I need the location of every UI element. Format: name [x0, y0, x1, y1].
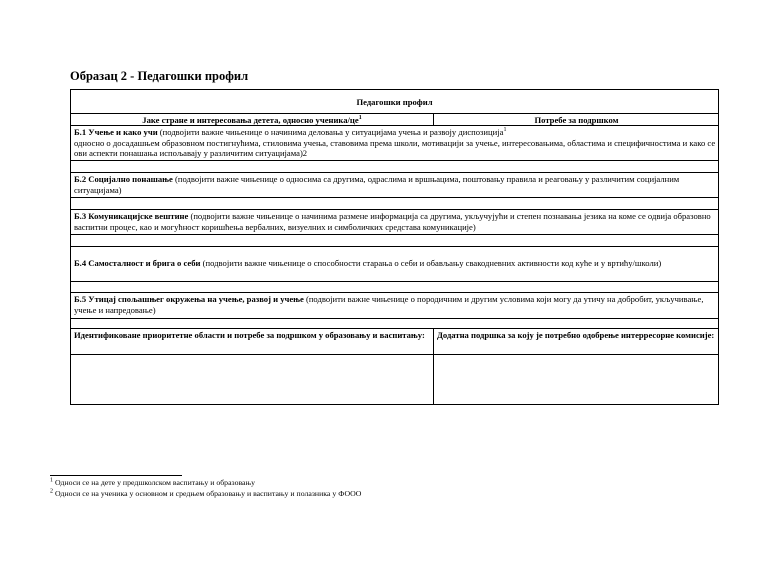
- col-support-header: Потребе за подршком: [534, 115, 619, 125]
- divider: [71, 113, 718, 114]
- divider: [71, 292, 718, 293]
- divider: [71, 209, 718, 210]
- section-b2-entry[interactable]: [71, 198, 718, 209]
- section-b1: Б.1 Учење и како учи (подвојити важне чињенице о начинима деловања у ситуацијама учења и развоју диспозиција$^1$ односно о досадашњем образовном постигнућима, стиловима учења, ставовима према школи, мотивацији за учење, интересовањима, областима и специфичностима и како се ови аспекти понашања испољавају у различитим ситуацијама)2: [74, 127, 716, 158]
- additional-support-label: Додатна подршка за коју је потребно одобрење интерресорне комисије:: [437, 330, 715, 340]
- footnote-2: $^2$ Односи се на ученика у основном и средњем образовању и васпитању и полазника у ФООО: [50, 488, 362, 498]
- section-b4: Б.4 Самосталност и брига о себи (подвојити важне чињенице о способности старања о себи и обављању свакодневних активности код куће и у вртићу/школи): [74, 258, 662, 268]
- divider: [433, 113, 434, 125]
- section-b2: Б.2 Социјално понашање (подвојити важне чињенице о односима са другима, одраслима и вршњацима, поштовању правила и реаговању у различитим социјалним ситуацијама): [74, 174, 680, 195]
- divider: [71, 328, 718, 329]
- section-b1-entry[interactable]: [71, 161, 718, 172]
- footnote-1: $^1$ Односи се на дете у предшколском васпитању и образовању: [50, 477, 256, 487]
- divider: [71, 246, 718, 247]
- pedagogical-profile-form: [70, 89, 719, 405]
- section-b3: Б.3 Комуникацијске вештине (подвојити важне чињенице о начинима размене информација са другима, укључујући и степен познавања језика на коме се одвија образовно васпитни процес, као и могућност коришћења вербалних, визуелних и симболичких средстава комуникације): [74, 211, 711, 232]
- divider: [71, 172, 718, 173]
- section-b4-entry[interactable]: [71, 282, 718, 292]
- divider: [71, 125, 718, 126]
- footnote-rule: [50, 475, 182, 476]
- section-b5-entry[interactable]: [71, 319, 718, 328]
- page-title: Образац 2 - Педагошки профил: [70, 69, 249, 83]
- section-b3-entry[interactable]: [71, 235, 718, 252]
- additional-support-field[interactable]: [434, 355, 719, 404]
- col-strengths-header: Jаке стране и интересовања детета, односно ученика/$це^1$: [142, 115, 362, 125]
- table-title: Педагошки профил: [356, 97, 433, 107]
- priority-areas-field[interactable]: [71, 355, 433, 404]
- priority-areas-label: Идентификоване приоритетне области и потребе за подршком у образовању и васпитању:: [74, 330, 425, 340]
- section-b5: Б.5 Утицај спољашњег окружења на учење, развој и учење (подвојити важне чињенице о породичним и другим условима који могу да утичу на добробит, укључивање, учење и напредовање): [74, 294, 704, 315]
